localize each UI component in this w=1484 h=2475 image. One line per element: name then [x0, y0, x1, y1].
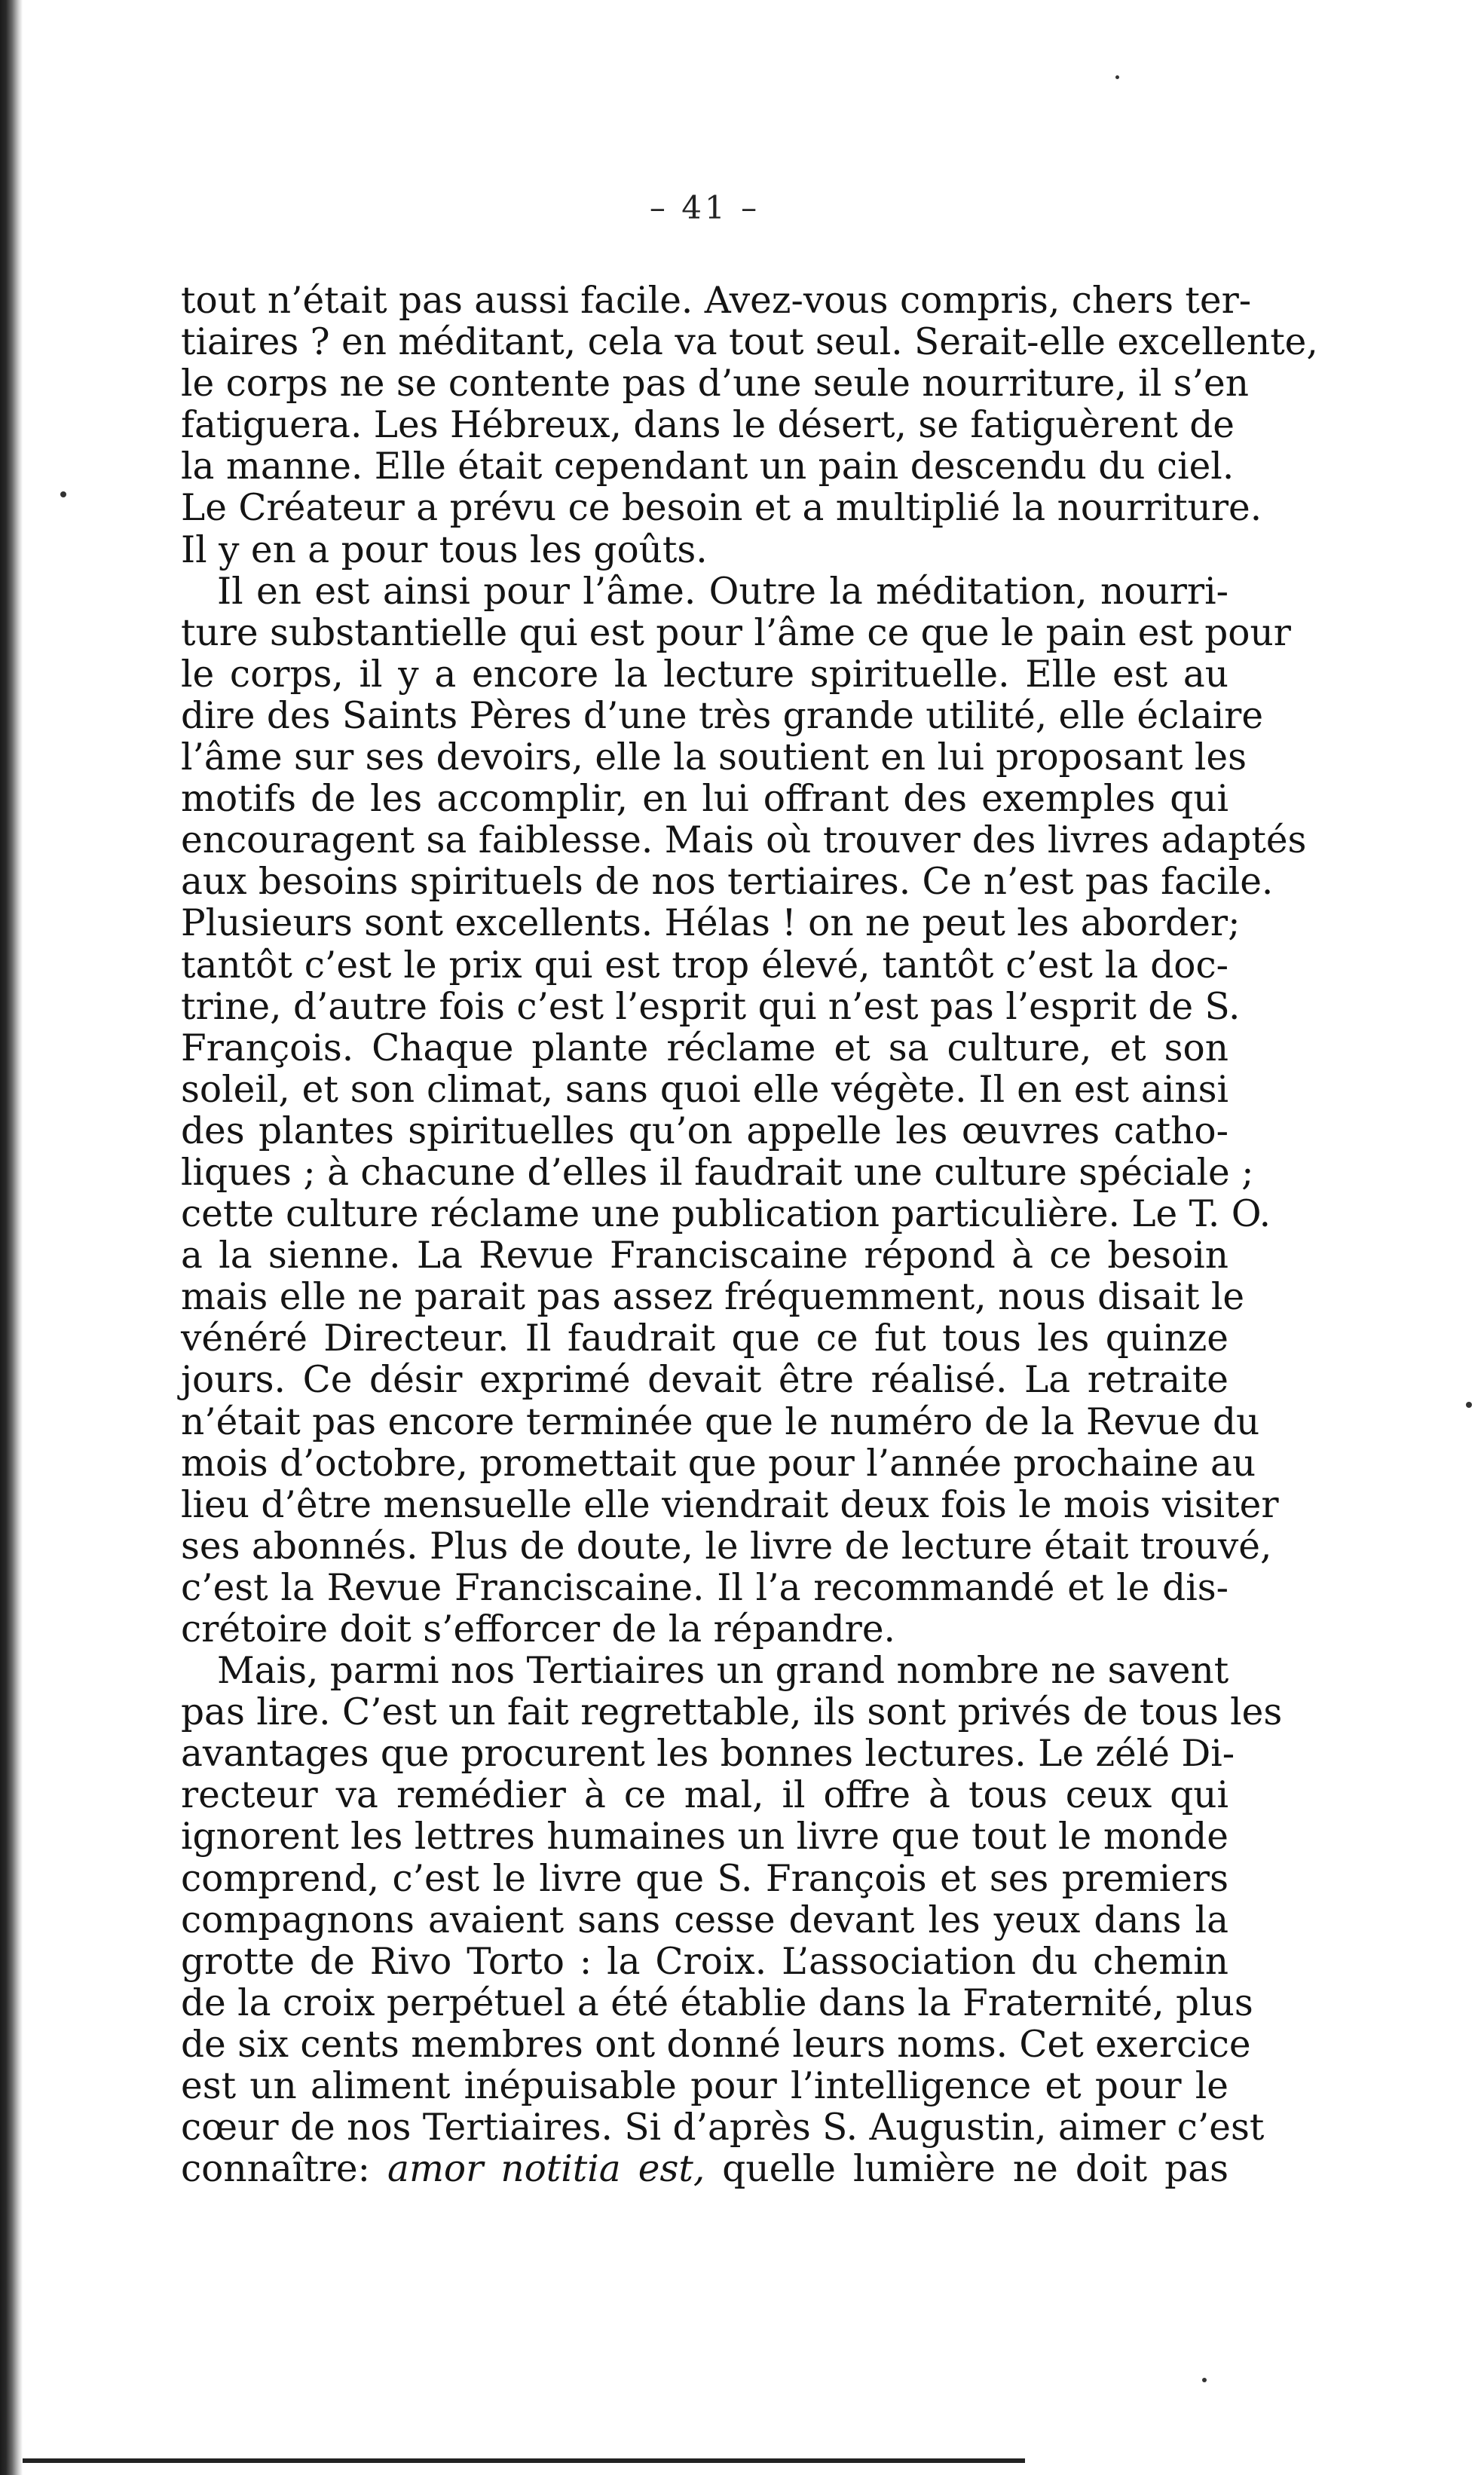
text-line: c’est la Revue Franciscaine. Il l’a recommandé et le dis-	[181, 1566, 1229, 1609]
text-line: des plantes spirituelles qu’on appelle les œuvres catho-	[181, 1109, 1229, 1152]
text-line: recteur va remédier à ce mal, il offre à tous ceux qui	[181, 1774, 1229, 1817]
scan-speck	[1202, 2378, 1207, 2382]
text-line: aux besoins spirituels de nos tertiaires. Ce n’est pas facile.	[181, 861, 1274, 904]
text-line: François. Chaque plante réclame et sa culture, et son	[181, 1026, 1229, 1069]
book-page	[181, 188, 1318, 2191]
text-line: ignorent les lettres humaines un livre que tout le monde	[181, 1816, 1229, 1859]
text-line: crétoire doit s’efforcer de la répandre.	[181, 1608, 895, 1651]
text-line: Le Créateur a prévu ce besoin et a multiplié la nourriture.	[181, 487, 1262, 530]
text-line	[181, 2149, 1229, 2190]
text-line: de six cents membres ont donné leurs noms. Cet exercice	[181, 2023, 1251, 2066]
text-line: compagnons avaient sans cesse devant les yeux dans la	[181, 1898, 1229, 1941]
scan-speck	[60, 491, 66, 497]
text-segment: quelle lumière ne doit pas	[722, 2148, 1229, 2191]
text-line: cœur de nos Tertiaires. Si d’après S. Augustin, aimer c’est	[181, 2106, 1265, 2149]
scan-speck	[1115, 75, 1119, 79]
text-line: mais elle ne parait pas assez fréquemment, nous disait le	[181, 1276, 1245, 1319]
text-line: soleil, et son climat, sans quoi elle végète. Il en est ainsi	[181, 1068, 1229, 1111]
text-line: lieu d’être mensuelle elle viendrait deux fois le mois visiter	[181, 1483, 1279, 1526]
page-text	[181, 280, 1318, 2191]
scan-speck	[1466, 1402, 1472, 1408]
text-line: n’était pas encore terminée que le numéro de la Revue du	[181, 1400, 1260, 1443]
text-line: tout n’était pas aussi facile. Avez-vous compris, chers ter-	[181, 280, 1252, 322]
text-segment: connaître:	[181, 2148, 370, 2191]
text-line: comprend, c’est le livre que S. François et ses premiers	[181, 1857, 1229, 1900]
text-line: ture substantielle qui est pour l’âme ce que le pain est pour	[181, 611, 1291, 654]
text-line: tantôt c’est le prix qui est trop élevé, tantôt c’est la doc-	[181, 944, 1229, 987]
text-line: est un aliment inépuisable pour l’intelligence et pour le	[181, 2065, 1229, 2108]
text-line: dire des Saints Pères d’une très grande utilité, elle éclaire	[181, 694, 1264, 737]
page-number: – 41 –	[649, 189, 760, 226]
scan-binding-edge	[0, 0, 23, 2475]
text-line: tiaires ? en méditant, cela va tout seul. Serait-elle excellente,	[181, 321, 1318, 364]
text-line: Plusieurs sont excellents. Hélas ! on ne peut les aborder;	[181, 902, 1241, 945]
text-line: cette culture réclame une publication particulière. Le T. O.	[181, 1193, 1271, 1236]
latin-quote: amor notitia est,	[387, 2148, 705, 2191]
text-line: pas lire. C’est un fait regrettable, ils sont privés de tous les	[181, 1691, 1283, 1734]
text-line: de la croix perpétuel a été établie dans la Fraternité, plus	[181, 1981, 1253, 2024]
text-line: avantages que procurent les bonnes lectures. Le zélé Di-	[181, 1733, 1235, 1776]
text-line: l’âme sur ses devoirs, elle la soutient en lui proposant les	[181, 736, 1247, 779]
text-line: mois d’octobre, promettait que pour l’année prochaine au	[181, 1442, 1256, 1485]
text-line: ses abonnés. Plus de doute, le livre de lecture était trouvé,	[181, 1525, 1272, 1568]
text-line: jours. Ce désir exprimé devait être réalisé. La retraite	[181, 1359, 1229, 1402]
text-line: la manne. Elle était cependant un pain descendu du ciel.	[181, 445, 1235, 488]
text-line: Il en est ainsi pour l’âme. Outre la méditation, nourri-	[217, 570, 1229, 613]
text-line: Mais, parmi nos Tertiaires un grand nombre ne savent	[217, 1650, 1229, 1693]
text-line: Il y en a pour tous les goûts.	[181, 528, 708, 571]
text-line: fatiguera. Les Hébreux, dans le désert, se fatiguèrent de	[181, 404, 1235, 447]
text-line: grotte de Rivo Torto : la Croix. L’association du chemin	[181, 1940, 1229, 1983]
text-line: le corps, il y a encore la lecture spirituelle. Elle est au	[181, 653, 1229, 696]
paragraph	[181, 1650, 1283, 2191]
bottom-rule	[23, 2458, 1025, 2463]
text-line: le corps ne se contente pas d’une seule nourriture, il s’en	[181, 363, 1249, 405]
text-line: liques ; à chacune d’elles il faudrait une culture spéciale ;	[181, 1151, 1254, 1194]
text-line: a la sienne. La Revue Franciscaine répond à ce besoin	[181, 1234, 1229, 1277]
text-line: vénéré Directeur. Il faudrait que ce fut tous les quinze	[181, 1317, 1229, 1360]
text-line: encouragent sa faiblesse. Mais où trouver des livres adaptés	[181, 819, 1307, 862]
paragraph	[181, 280, 1318, 571]
text-line: motifs de les accomplir, en lui offrant des exemples qui	[181, 778, 1229, 821]
paragraph	[181, 570, 1307, 1651]
text-line: trine, d’autre fois c’est l’esprit qui n’est pas l’esprit de S.	[181, 985, 1241, 1028]
